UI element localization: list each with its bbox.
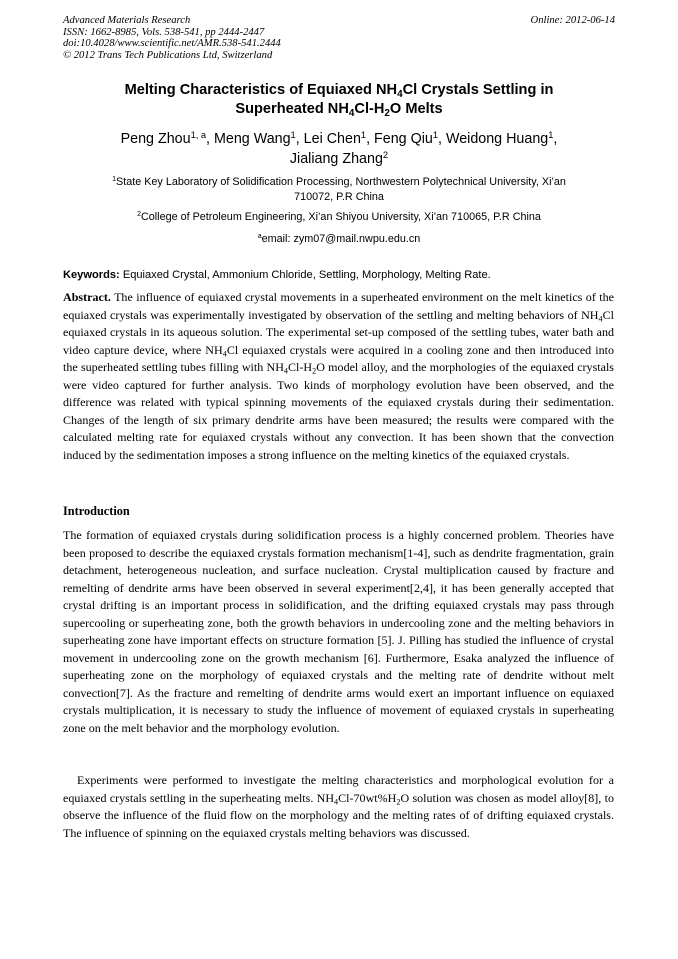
online-date: Online: 2012-06-14 — [530, 15, 615, 26]
author-name: , Weidong Huang — [438, 131, 549, 147]
author-name: , Feng Qiu — [366, 131, 433, 147]
author-name: , Lei Chen — [295, 131, 361, 147]
issn-line: ISSN: 1662-8985, Vols. 538-541, pp 2444-2447 — [63, 26, 265, 38]
affiliation-2: $^2$College of Petroleum Engineering, Xi’an Shiyou University, Xi’an 710065, P.R China — [137, 211, 541, 223]
affiliation-1: $^1$State Key Laboratory of Solidification Processing, Northwestern Polytechnical University, Xi’an 710072, P.R China — [112, 176, 566, 203]
keywords-label: Keywords: — [63, 269, 120, 281]
paper-title: Melting Characteristics of Equiaxed $NH_4Cl$ Crystals Settling in Superheated $NH_4Cl-H_2O$ Melts — [124, 82, 554, 119]
keywords-text: Equiaxed Crystal, Ammonium Chloride, Settling, Morphology, Melting Rate. — [122, 269, 491, 281]
author-name: Jialiang Zhang — [289, 150, 383, 167]
abstract-label: Abstract. — [63, 290, 111, 304]
copyright-line: © 2012 Trans Tech Publications Ltd, Switzerland — [63, 49, 273, 61]
intro-paragraph-2: Experiments were performed to investigate the melting characteristics and morphological evolution for a equiaxed crystals settling in the superheating melts. $NH_4Cl-70wt\%H_2O$ solution was chosen as model alloy[8], to observe the influence of the fluid flow on the morphology and the melting rates of of drifting equiaxed crystals. The influence of spinning on the equiaxed crystals melting behaviors was discussed. — [63, 773, 614, 840]
author-name: , Meng Wang — [206, 131, 291, 147]
intro-paragraph-1: The formation of equiaxed crystals during solidification process is a highly concerned problem. Theories have been proposed to describe the equiaxed crystals formation mechanism[1-4], such as dendrite fragmentation, grain detachment, heterogeneous nucleation, and surface nucleation. Crystal multiplication caused by fracture and remelting of dendrite arms have been observed in several experiment[2,4], it has been generally accepted that crystal drifting is an important process in solidification, and the drifting equiaxed crystals may pass through supercooling or superheating zone, both the growth behaviors in undercooling zone and the melting behaviors in superheating zone have important effects on structure formation [5]. J. Pilling has studied the influence of crystal movement in undercooling zone on the growth mechanism [6]. Furthermore, Esaka analyzed the influence of superheating zone on the morphology of equiaxed crystals and the melting rate of dendrite without melt convection[7]. As the fracture and remelting of dendrite arms would exert an important influence on equiaxed crystals multiplication, it is necessary to study the influence of movement of equiaxed crystals in superheating zone on the melt behavior and the morphology evolution. — [63, 528, 614, 736]
corresponding-email[interactable]: $^a$email: zym07@mail.nwpu.edu.cn — [257, 233, 421, 245]
doi-line[interactable]: doi:10.4028/www.scientific.net/AMR.538-541.2444 — [63, 38, 281, 50]
keywords — [63, 268, 615, 282]
author-name: Peng Zhou — [120, 131, 191, 147]
author-list: Peng Zhou$^{1, a}$, Meng Wang$^1$, Lei Chen$^1$, Feng Qiu$^1$, Weidong Huang$^1$, Jialiang Zhang$^2$ — [120, 129, 558, 167]
journal-header — [63, 15, 615, 61]
journal-name: Advanced Materials Research — [63, 15, 191, 26]
section-heading-introduction: Introduction — [63, 504, 130, 518]
abstract: Abstract. The influence of equiaxed crystal movements in a superheated environment on the melt kinetics of the equiaxed crystals was experimentally investigated by observation of the settling and melting behaviors of $NH_4Cl$ equiaxed crystals in its aqueous solution. The experimental set-up composed of the settling tubes, water bath and video capture device, where $NH_4Cl$ equiaxed crystals were acquired in a cooling zone and then introduced into the superheated settling tubes filling with $NH_4Cl-H_2O$ model alloy, and the morphologies of the equiaxed crystals were video captured for further analysis. Two kinds of morphology evolution have been observed, and the difference was related with typical spinning movements of the equiaxed crystals during their sedimentation. Changes of the length of six primary dendrite arms have been measured; the results were compared with the calculated melting rate for equiaxed crystals without any convection. It has been shown that the convection induced by the sedimentation imposes a strong influence on the melting kinetics of the equiaxed crystals. — [63, 290, 614, 462]
